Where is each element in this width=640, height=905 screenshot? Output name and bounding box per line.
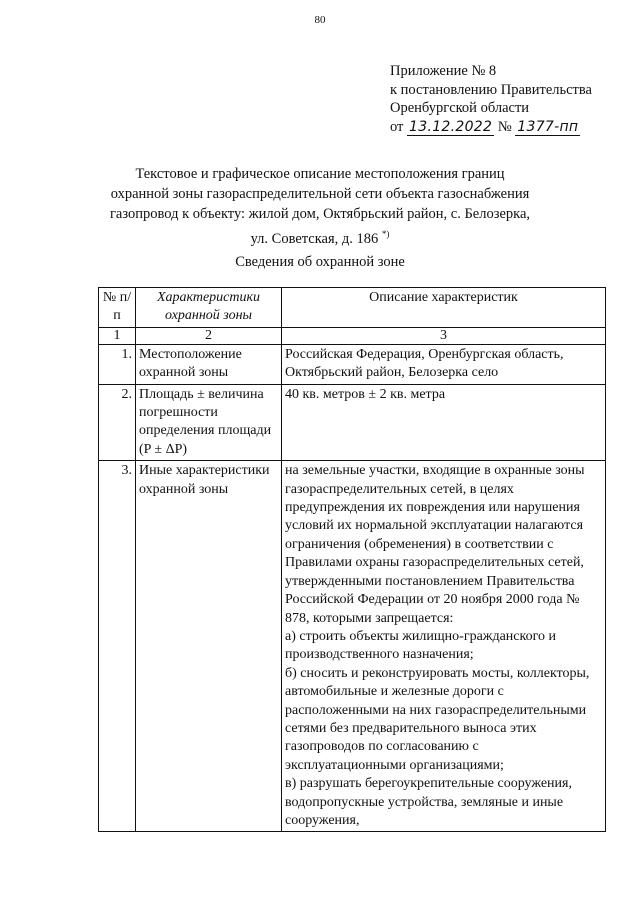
appendix-line-resolution: к постановлению Правительства	[390, 81, 592, 98]
row-characteristic: Площадь ± величина погрешности определения площади (P ± ΔP)	[136, 384, 282, 461]
section-subtitle: Сведения об охранной зоне	[235, 254, 405, 270]
page-number: 80	[314, 14, 326, 26]
restriction-item: б) сносить и реконструировать мосты, коллекторы, автомобильные и железные дороги с расположенными на них газораспределительными сетями без предварительного выноса этих газопроводов по согласованию с эксплуатационными организациями;	[285, 665, 590, 773]
footnote-mark: *)	[381, 229, 390, 239]
row-number: 3.	[99, 461, 136, 832]
table-index-row	[99, 327, 606, 344]
row-description: 40 кв. метров ± 2 кв. метра	[282, 384, 606, 461]
header-number: № п/п	[99, 288, 136, 328]
title-line: охранной зоны газораспределительной сети объекта газоснабжения	[110, 186, 530, 202]
table-row	[99, 344, 606, 384]
restrictions-intro: на земельные участки, входящие в охранные зоны газораспределительных сетей, в целях предупреждения их повреждения или нарушения условий их нормальной эксплуатации налагаются ограничения (обременения) в соответствии с Правилами охраны газораспределительных сетей, утвержденными постановлением Правительства Российской Федерации от 20 ноября 2000 года № 878, которыми запрещается:	[285, 463, 585, 626]
row-description: Российская Федерация, Оренбургская область, Октябрьский район, Белозерка село	[282, 344, 606, 384]
row-characteristic: Иные характеристики охранной зоны	[136, 461, 282, 832]
title-line: газопровод к объекту: жилой дом, Октябрьский район, с. Белозерка,	[109, 206, 531, 222]
document-title	[80, 164, 560, 249]
table-header-row	[99, 288, 606, 328]
row-number: 1.	[99, 344, 136, 384]
appendix-line-region: Оренбургской области	[390, 100, 530, 116]
row-description	[282, 461, 606, 832]
table-row	[99, 384, 606, 461]
restriction-item: в) разрушать берегоукрепительные сооружения, водопропускные устройства, земляные и иные сооружения,	[285, 776, 572, 828]
protection-zone-table	[98, 287, 606, 832]
appendix-block	[390, 62, 592, 136]
from-label: от	[390, 118, 404, 135]
header-description: Описание характеристик	[282, 288, 606, 328]
row-characteristic: Местоположение охранной зоны	[136, 344, 282, 384]
appendix-title: Приложение № 8	[390, 63, 497, 79]
index-cell: 3	[282, 327, 606, 344]
restriction-item: а) строить объекты жилищно-гражданского и производственного назначения;	[285, 628, 556, 663]
appendix-date-line	[390, 118, 592, 137]
index-cell: 1	[99, 327, 136, 344]
header-characteristics: Характеристики охранной зоны	[136, 288, 282, 328]
title-line: Текстовое и графическое описание местоположения границ	[135, 166, 505, 182]
index-cell: 2	[136, 327, 282, 344]
table-row	[99, 461, 606, 832]
title-line-last	[80, 224, 560, 249]
title-line: ул. Советская, д. 186	[250, 230, 379, 247]
handwritten-number: 1377-пп	[517, 118, 579, 135]
row-number: 2.	[99, 384, 136, 461]
handwritten-date: 13.12.2022	[409, 118, 493, 135]
number-label: №	[497, 118, 512, 135]
